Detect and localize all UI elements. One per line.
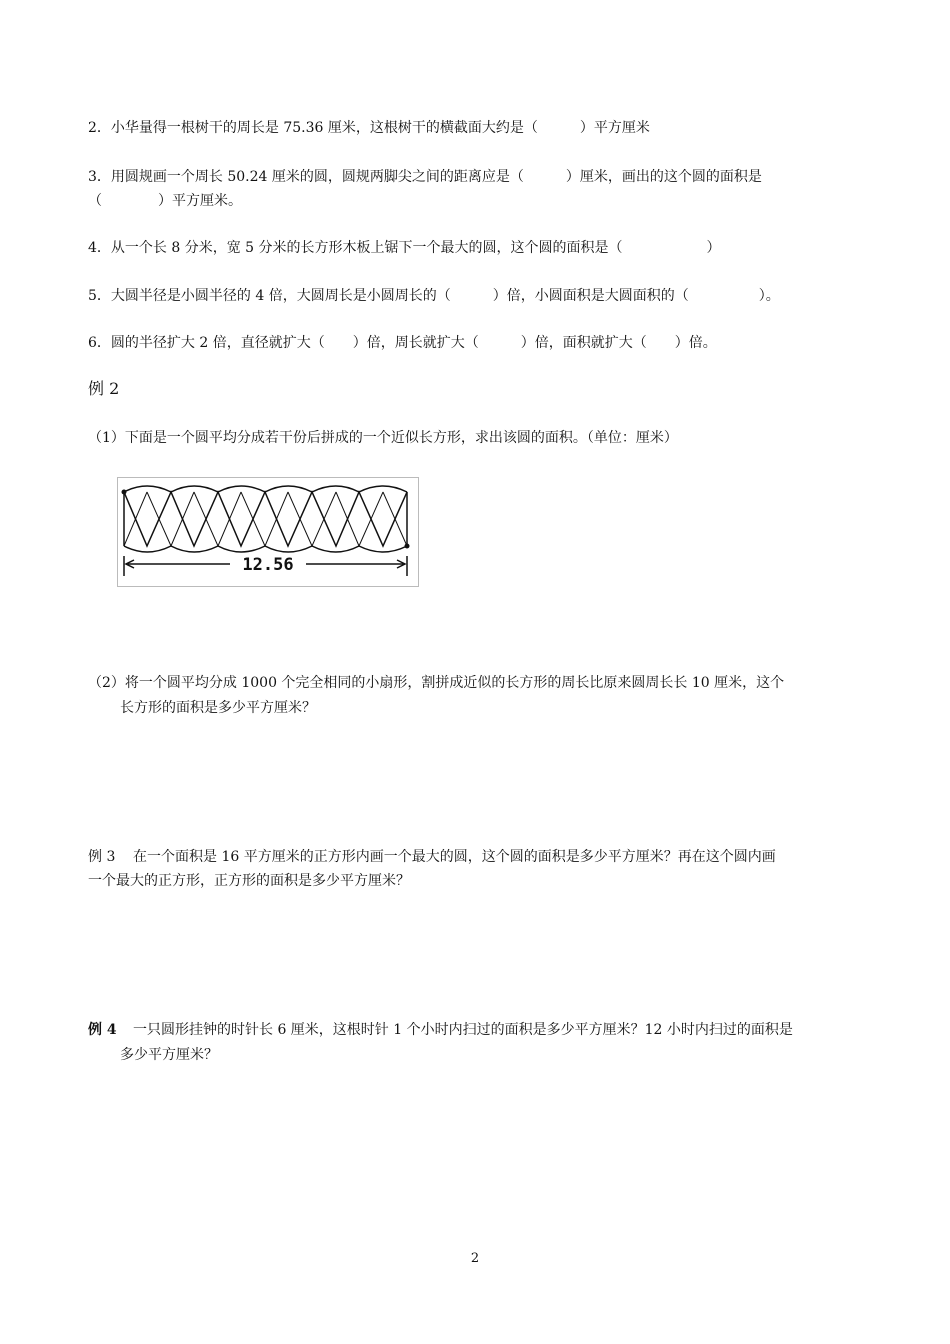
example-3-line2: 一个最大的正方形，正方形的面积是多少平方厘米？ [88,873,410,889]
example-2-part-2-line2: 长方形的面积是多少平方厘米？ [120,700,316,716]
question-5: 5．大圆半径是小圆半径的 4 倍，大圆周长是小圆周长的（ ）倍，小圆面积是大圆面积的（ ）。 [88,288,780,304]
example-4-label: 例 4 [88,1022,117,1038]
example-4-line2: 多少平方厘米？ [120,1047,218,1063]
question-6: 6．圆的半径扩大 2 倍，直径就扩大（ ）倍，周长就扩大（ ）倍，面积就扩大（ ）倍。 [88,335,717,351]
page-number: 2 [470,1251,480,1266]
example-3-label: 例 3 [88,849,116,865]
approx-rectangle-diagram [118,478,418,586]
question-2: 2．小华量得一根树干的周长是 75.36 厘米，这根树干的横截面大约是（ ）平方厘米 [88,120,650,136]
question-3-line1: 3．用圆规画一个周长 50.24 厘米的圆，圆规两脚尖之间的距离应是（ ）厘米，画出的这个圆的面积是 [88,169,762,185]
example-3-line1: 在一个面积是 16 平方厘米的正方形内画一个最大的圆，这个圆的面积是多少平方厘米？再在这个圆内画 [133,849,776,865]
question-3-line2: （ ）平方厘米。 [88,193,242,209]
approx-rectangle-figure [117,477,419,587]
figure-length-label: 12.56 [242,555,294,575]
example-2-part-2-line1: （2）将一个圆平均分成 1000 个完全相同的小扇形，割拼成近似的长方形的周长比原来圆周长长 10 厘米，这个 [88,675,785,691]
example-2-heading: 例 2 [88,379,120,398]
example-2-part-1: （1）下面是一个圆平均分成若干份后拼成的一个近似长方形，求出该圆的面积。（单位：厘米） [88,430,678,446]
example-4-line1: 一只圆形挂钟的时针长 6 厘米，这根时针 1 个小时内扫过的面积是多少平方厘米？12 小时内扫过的面积是 [133,1022,793,1038]
question-4: 4．从一个长 8 分米，宽 5 分米的长方形木板上锯下一个最大的圆，这个圆的面积是（ ） [88,240,721,256]
